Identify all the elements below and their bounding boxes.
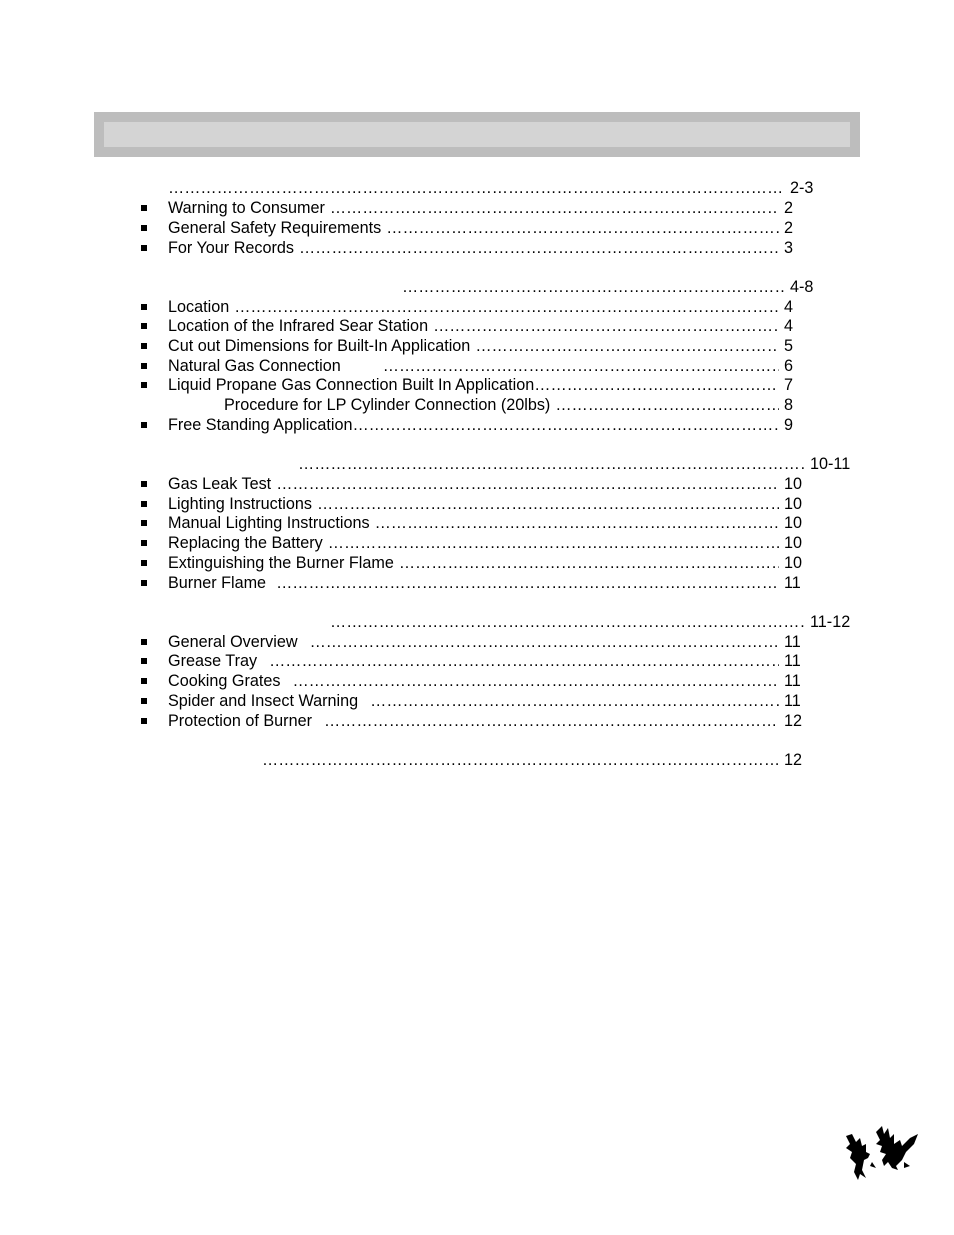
toc-row[interactable] bbox=[168, 513, 804, 533]
bullet-icon bbox=[141, 363, 147, 369]
toc-page: 11 bbox=[784, 692, 801, 710]
bullet-icon bbox=[141, 698, 147, 704]
toc-label: Location of the Infrared Sear Station bbox=[168, 317, 429, 335]
toc-page: 11 bbox=[784, 652, 801, 670]
toc-row[interactable] bbox=[168, 198, 804, 218]
dot-leader bbox=[555, 395, 779, 415]
bullet-icon bbox=[141, 205, 147, 211]
toc-page: 10 bbox=[784, 495, 803, 513]
toc-label: Protection of Burner bbox=[168, 712, 312, 730]
eagles-logo-icon bbox=[840, 1122, 924, 1184]
bullet-icon bbox=[141, 481, 147, 487]
section-heading-row bbox=[168, 178, 814, 198]
section-page: 11-12 bbox=[810, 613, 851, 631]
dot-leader bbox=[168, 178, 785, 198]
dot-leader bbox=[330, 198, 779, 218]
dot-leader bbox=[276, 573, 779, 593]
bullet-icon bbox=[141, 639, 147, 645]
toc-row[interactable] bbox=[168, 691, 804, 711]
dot-leader bbox=[317, 494, 779, 514]
toc-page: 12 bbox=[784, 712, 803, 730]
bullet-icon bbox=[141, 678, 147, 684]
toc-row[interactable] bbox=[168, 297, 804, 317]
dot-leader bbox=[383, 356, 779, 376]
dot-leader bbox=[433, 316, 779, 336]
bullet-icon bbox=[141, 501, 147, 507]
dot-leader bbox=[234, 297, 779, 317]
toc-page: 11 bbox=[784, 672, 801, 690]
bullet-icon bbox=[141, 560, 147, 566]
section-page: 10-11 bbox=[810, 455, 851, 473]
bullet-icon bbox=[141, 718, 147, 724]
toc-row[interactable] bbox=[168, 573, 804, 593]
toc-row[interactable] bbox=[224, 395, 804, 415]
dot-leader bbox=[475, 336, 779, 356]
toc-page: 9 bbox=[784, 416, 794, 434]
dot-leader bbox=[324, 711, 779, 731]
toc-row[interactable] bbox=[168, 336, 804, 356]
dot-leader bbox=[386, 218, 779, 238]
dot-leader bbox=[276, 474, 779, 494]
bullet-icon bbox=[141, 540, 147, 546]
toc-page: 10 bbox=[784, 554, 803, 572]
toc-label: Extinguishing the Burner Flame bbox=[168, 554, 394, 572]
bullet-icon bbox=[141, 225, 147, 231]
bullet-icon bbox=[141, 520, 147, 526]
toc-page: 11 bbox=[784, 633, 801, 651]
toc-label: Natural Gas Connection bbox=[168, 357, 341, 375]
toc-label: Replacing the Battery bbox=[168, 534, 323, 552]
toc-row[interactable] bbox=[168, 651, 804, 671]
toc-label: General Overview bbox=[168, 633, 298, 651]
dot-leader bbox=[399, 553, 779, 573]
toc-row[interactable] bbox=[168, 375, 804, 395]
dot-leader bbox=[375, 513, 779, 533]
toc-page: 4 bbox=[784, 317, 794, 335]
toc-label: Procedure for LP Cylinder Connection (20lbs) bbox=[224, 396, 551, 414]
toc-row[interactable] bbox=[168, 553, 804, 573]
toc-page: 7 bbox=[784, 376, 794, 394]
section-heading-row bbox=[330, 612, 851, 632]
dot-leader bbox=[262, 750, 779, 770]
toc-label: Free Standing Application bbox=[168, 416, 353, 434]
bullet-icon bbox=[141, 304, 147, 310]
section-heading-row bbox=[298, 454, 851, 474]
toc-row[interactable] bbox=[168, 218, 804, 238]
toc-label: Manual Lighting Instructions bbox=[168, 514, 370, 532]
toc-label: Grease Tray bbox=[168, 652, 258, 670]
toc-page: 4 bbox=[784, 298, 794, 316]
bullet-icon bbox=[141, 343, 147, 349]
bullet-icon bbox=[141, 580, 147, 586]
toc-page: 6 bbox=[784, 357, 794, 375]
toc-label: Cooking Grates bbox=[168, 672, 281, 690]
toc-row[interactable] bbox=[168, 474, 804, 494]
toc-header-inner bbox=[104, 122, 850, 147]
dot-leader bbox=[534, 375, 779, 395]
dot-leader bbox=[298, 454, 805, 474]
section-page: 2-3 bbox=[790, 179, 814, 197]
toc-label: Warning to Consumer bbox=[168, 199, 325, 217]
toc-header-band bbox=[94, 112, 860, 157]
toc-label: Burner Flame bbox=[168, 574, 267, 592]
toc-page: 10 bbox=[784, 534, 803, 552]
bullet-icon bbox=[141, 245, 147, 251]
toc-page: 3 bbox=[784, 239, 794, 257]
toc-row[interactable] bbox=[168, 494, 804, 514]
toc-label: Spider and Insect Warning bbox=[168, 692, 359, 710]
toc-row[interactable] bbox=[168, 632, 804, 652]
toc-row[interactable] bbox=[168, 415, 804, 435]
toc-row[interactable] bbox=[168, 316, 804, 336]
toc-label: Cut out Dimensions for Built-In Application bbox=[168, 337, 471, 355]
section-page: 12 bbox=[784, 751, 803, 769]
bullet-icon bbox=[141, 422, 147, 428]
toc-page: 2 bbox=[784, 219, 794, 237]
dot-leader bbox=[352, 415, 779, 435]
dot-leader bbox=[310, 632, 779, 652]
bullet-icon bbox=[141, 658, 147, 664]
section-heading-row bbox=[402, 277, 814, 297]
bullet-icon bbox=[141, 323, 147, 329]
dot-leader bbox=[299, 238, 779, 258]
toc-page: 5 bbox=[784, 337, 794, 355]
toc-page: 11 bbox=[784, 574, 801, 592]
bullet-icon bbox=[141, 382, 147, 388]
dot-leader bbox=[269, 651, 779, 671]
toc-row[interactable] bbox=[168, 238, 804, 258]
toc-label: General Safety Requirements bbox=[168, 219, 382, 237]
dot-leader bbox=[292, 671, 779, 691]
toc-label: Liquid Propane Gas Connection Built In Application bbox=[168, 376, 535, 394]
dot-leader bbox=[402, 277, 785, 297]
toc-page: 2 bbox=[784, 199, 794, 217]
section-heading-row bbox=[262, 750, 804, 770]
section-page: 4-8 bbox=[790, 278, 814, 296]
toc-row[interactable] bbox=[168, 356, 804, 376]
toc-label: Lighting Instructions bbox=[168, 495, 312, 513]
toc-label: For Your Records bbox=[168, 239, 294, 257]
toc-row[interactable] bbox=[168, 533, 804, 553]
toc-label: Location bbox=[168, 298, 230, 316]
dot-leader bbox=[330, 612, 805, 632]
toc-page: 10 bbox=[784, 514, 803, 532]
toc-page: 10 bbox=[784, 475, 803, 493]
dot-leader bbox=[370, 691, 779, 711]
toc-row[interactable] bbox=[168, 711, 804, 731]
toc-label: Gas Leak Test bbox=[168, 475, 272, 493]
dot-leader bbox=[328, 533, 779, 553]
toc-row[interactable] bbox=[168, 671, 804, 691]
toc-page: 8 bbox=[784, 396, 794, 414]
